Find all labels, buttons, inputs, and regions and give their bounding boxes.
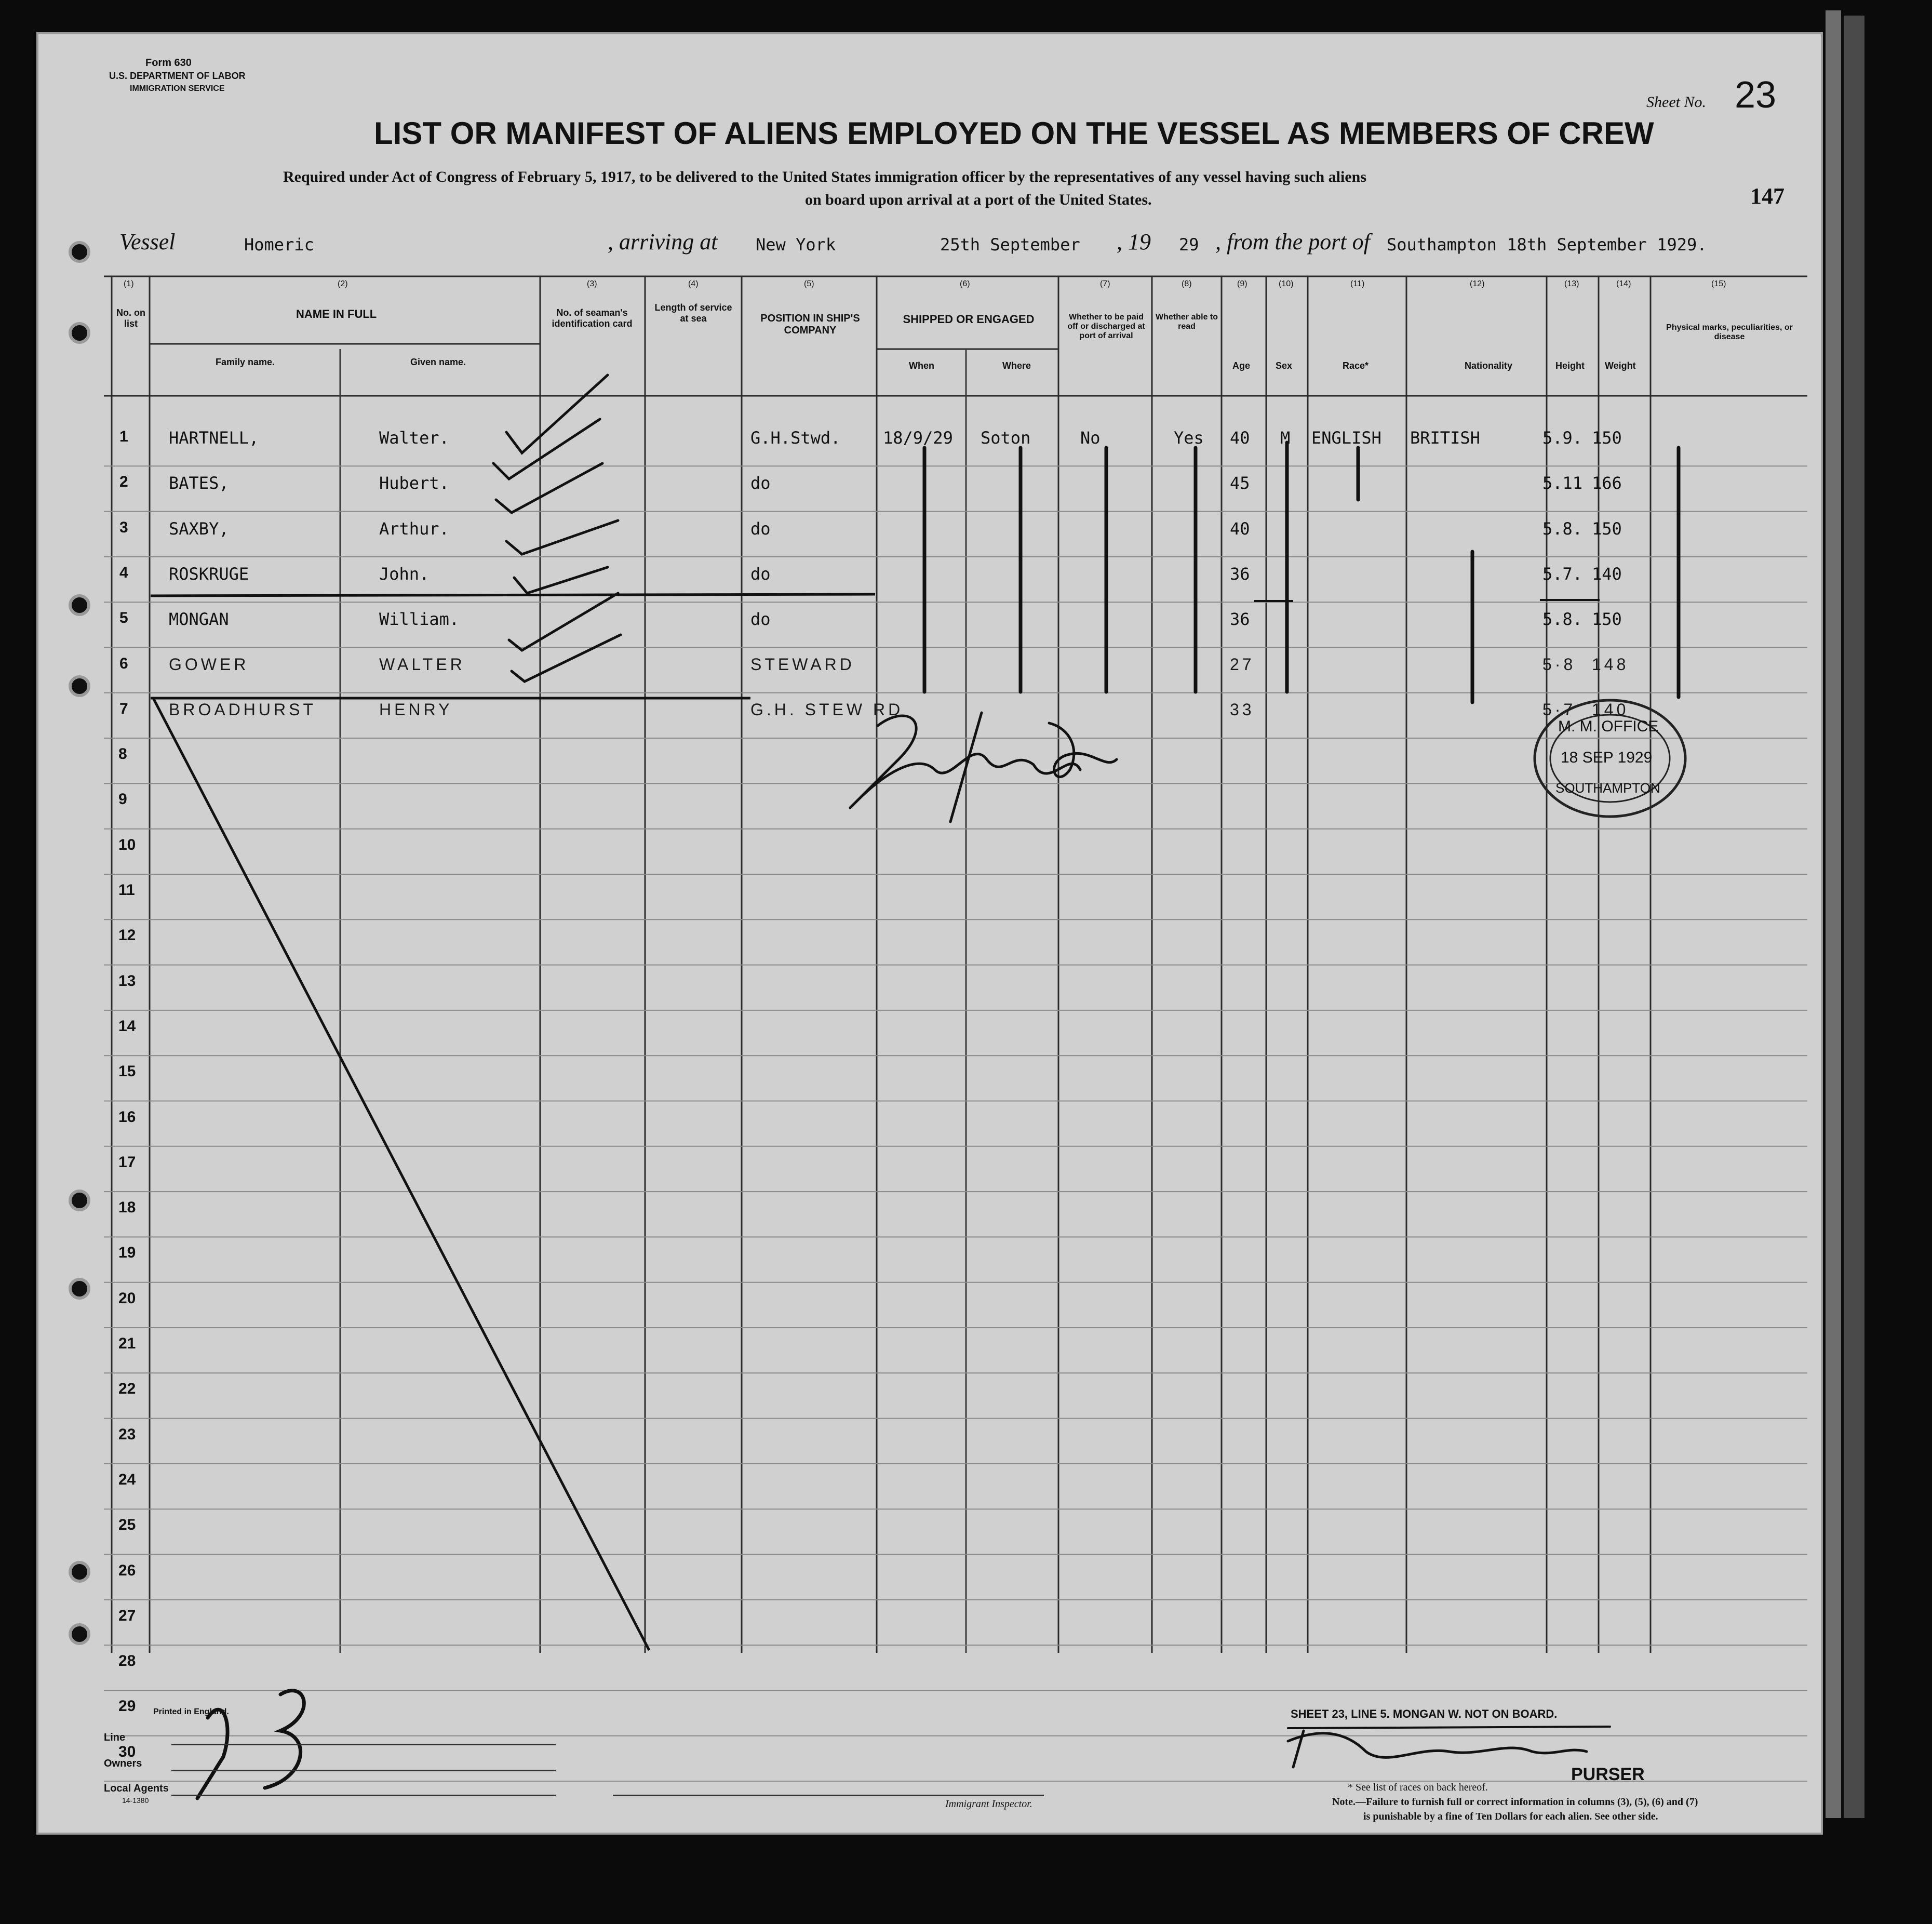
cell-weight: 148 [1592,654,1629,674]
cell-row-number: 6 [119,654,128,672]
cell-given-name: Arthur. [379,518,449,539]
cell-age: 33 [1230,700,1255,719]
row-number: 21 [118,1335,136,1352]
footer-rule [171,1795,556,1796]
row-number: 27 [118,1607,136,1624]
cell-row-number: 7 [119,700,128,717]
ruled-grid [36,32,1823,1835]
row-number: 19 [118,1244,136,1262]
cell-age: 36 [1230,564,1250,584]
footer-rule [171,1744,556,1745]
purser-signature [1288,1727,1610,1767]
row-number: 18 [118,1199,136,1217]
cell-row-number: 1 [119,428,128,445]
col-num: (10) [1279,279,1294,288]
cell-paid-off: No [1080,428,1101,448]
cell-family-name: GOWER [169,654,249,674]
cell-position: do [750,609,771,630]
arriving-label: , arriving at [608,229,718,255]
cell-height: 5.7. [1542,564,1583,584]
row-number: 9 [118,791,127,808]
inspector-label: Immigrant Inspector. [945,1798,1032,1810]
cell-nationality: BRITISH [1410,428,1480,448]
arrival-port: New York [756,235,836,255]
header-nationality: Nationality [1465,360,1513,371]
row-number: 25 [118,1516,136,1534]
col-num: (7) [1100,279,1110,288]
cell-age: 40 [1230,518,1250,539]
cell-weight: 166 [1592,473,1622,493]
fine-note-2: is punishable by a fine of Ten Dollars for each alien. See other side. [1363,1811,1658,1822]
cell-weight: 150 [1592,609,1622,630]
page-number: 147 [1750,183,1785,209]
subtitle-line2: on board upon arrival at a port of the United States. [805,191,1152,208]
cell-position: G.H.Stwd. [750,428,841,448]
manifest-sheet [36,32,1823,1835]
cell-row-number: 4 [119,564,128,581]
cell-given-name: Hubert. [379,473,449,493]
cell-height: 5.8. [1542,518,1583,539]
cell-age: 36 [1230,609,1250,630]
col-num: (2) [338,279,348,288]
col-num: (11) [1350,279,1365,288]
cell-age: 40 [1230,428,1250,448]
cell-given-name: HENRY [379,700,453,719]
cell-weight: 140 [1592,564,1622,584]
cell-given-name: William. [379,609,460,630]
col-num: (5) [804,279,814,288]
cell-age: 45 [1230,473,1250,493]
cell-sex: M [1280,428,1291,448]
inspector-rule [613,1795,1044,1796]
cell-given-name: John. [379,564,430,584]
handwritten-signature [850,713,1117,822]
header-length-service: Length of service at sea [654,302,732,324]
fine-note-1: Note.—Failure to furnish full or correct information in columns (3), (5), (6) and (7) [1332,1796,1698,1808]
cell-position: STEWARD [750,654,855,674]
row-number: 16 [118,1108,136,1126]
cell-row-number: 2 [119,473,128,491]
header-position: POSITION IN SHIP'S COMPANY [760,313,860,336]
cell-row-number: 5 [119,609,128,627]
row-number: 30 [118,1743,136,1760]
cell-position: do [750,518,771,539]
cell-height: 5.8. [1542,609,1583,630]
cell-family-name: BROADHURST [169,700,317,719]
row-number: 11 [118,881,135,899]
col-num: (1) [124,279,134,288]
cell-position: do [750,473,771,493]
cell-able-to-read: Yes [1174,428,1204,448]
header-where: Where [1002,360,1031,371]
cell-race: ENGLISH [1311,428,1381,448]
header-given-name: Given name. [410,357,466,367]
service: IMMIGRATION SERVICE [130,84,225,93]
cell-given-name: WALTER [379,654,465,674]
cell-age: 27 [1230,654,1255,674]
cell-shipped-where: Soton [981,428,1031,448]
row-number: 20 [118,1289,136,1307]
col-num: (8) [1182,279,1192,288]
page-stack-edge [1826,10,1841,1818]
cell-family-name: BATES, [169,473,229,493]
header-age: Age [1232,360,1251,371]
header-no-on-list: No. on list [116,308,145,329]
cell-family-name: MONGAN [169,609,229,630]
row-number: 26 [118,1561,136,1579]
purser-label: PURSER [1571,1765,1645,1784]
row-number: 10 [118,836,136,853]
col-num: (15) [1711,279,1726,288]
row-number: 29 [118,1698,136,1715]
header-shipped: SHIPPED OR ENGAGED [903,313,1035,326]
header-height: Height [1555,360,1585,371]
from-label: , from the port of [1215,229,1370,255]
header-name-in-full: NAME IN FULL [296,308,377,320]
sheet-number: 23 [1735,74,1777,116]
vessel-name: Homeric [244,235,314,255]
cell-family-name: SAXBY, [169,518,229,539]
subtitle-line1: Required under Act of Congress of February 5, 1917, to be delivered to the United States immigration officer by the representatives of any vessel having such aliens [283,168,1366,185]
cell-given-name: Walter. [379,428,449,448]
arrival-year: 29 [1179,235,1199,255]
header-when: When [909,360,934,371]
departure-port: Southampton 18th September 1929. [1387,235,1707,255]
cell-family-name: HARTNELL, [169,428,259,448]
cell-weight: 150 [1592,518,1622,539]
printed-note: Printed in England. [153,1707,229,1716]
footer-form-code: 14-1380 [122,1796,149,1805]
row-number: 8 [118,745,127,763]
header-physical-marks: Physical marks, peculiarities, or disease [1666,323,1793,341]
header-id-card: No. of seaman's identification card [552,308,633,329]
header-sex: Sex [1276,360,1293,371]
year-prefix: , 19 [1117,229,1151,255]
row-number: 24 [118,1471,136,1488]
cell-position: do [750,564,771,584]
col-num: (6) [960,279,970,288]
header-able-read: Whether able to read [1156,313,1218,331]
cell-weight: 140 [1592,700,1629,719]
cell-shipped-when: 18/9/29 [883,428,953,448]
col-num: (3) [587,279,597,288]
cell-family-name: ROSKRUGE [169,564,249,584]
cell-weight: 150 [1592,428,1622,448]
cell-height: 5.9. [1542,428,1583,448]
footer-rule [171,1770,556,1771]
cell-row-number: 3 [119,518,128,536]
vessel-label: Vessel [119,229,176,255]
stamp-date: 18 SEP 1929 [1561,749,1653,766]
row-number: 17 [118,1153,136,1171]
cell-height: 5·8 [1542,654,1576,674]
row-number: 22 [118,1380,136,1398]
purser-note: SHEET 23, LINE 5. MONGAN W. NOT ON BOARD. [1291,1707,1558,1720]
cell-position: G.H. STEW RD [750,700,904,719]
stamp-bottom: SOUTHAMPTON [1555,780,1660,796]
col-num: (12) [1470,279,1485,288]
form-number: Form 630 [145,57,192,69]
department: U.S. DEPARTMENT OF LABOR [109,71,246,81]
row-number: 23 [118,1425,136,1443]
col-num: (9) [1237,279,1247,288]
cell-height: 5.11 [1542,473,1583,493]
races-note: * See list of races on back hereof. [1348,1782,1488,1793]
header-weight: Weight [1605,360,1636,371]
row-number: 13 [118,972,136,990]
col-num: (13) [1564,279,1579,288]
footer-agents-label: Local Agents [104,1783,169,1794]
row-number: 15 [118,1063,136,1080]
row-number: 12 [118,927,136,944]
header-race: Race* [1343,360,1369,371]
page-stack-edge [1844,16,1864,1818]
stamp-top: M. M. OFFICE [1558,718,1659,735]
page-title: LIST OR MANIFEST OF ALIENS EMPLOYED ON THE VESSEL AS MEMBERS OF CREW [374,116,1654,151]
row-number: 14 [118,1017,136,1035]
header-paid-off: Whether to be paid off or discharged at port of arrival [1067,313,1145,340]
footer-owners-label: Owners [104,1758,142,1769]
col-num: (14) [1616,279,1631,288]
cell-height: 5·7 [1542,700,1576,719]
row-number: 28 [118,1652,136,1670]
sheet-label: Sheet No. [1646,93,1706,111]
footer-line-label: Line [104,1732,126,1743]
arrival-date: 25th September [940,235,1080,255]
col-num: (4) [688,279,699,288]
header-family-name: Family name. [216,357,275,367]
